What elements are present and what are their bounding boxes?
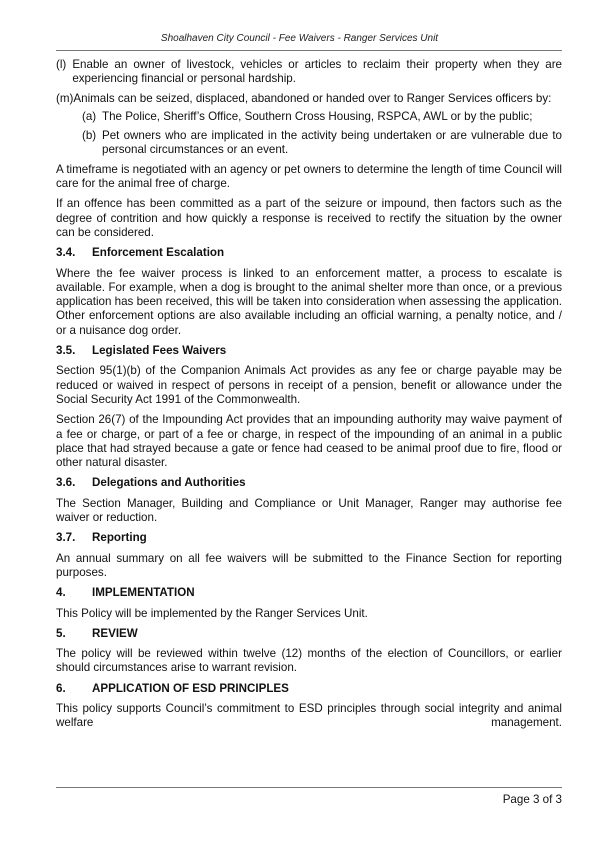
section-body: Section 95(1)(b) of the Companion Animals Act provides as any fee or charge payable may be reduced or waived in respect of persons in receipt of a pension, benefit or allowance under the Social Security Act 1991 of the Commonwealth. [56, 364, 562, 406]
page-header: Shoalhaven City Council - Fee Waivers - Ranger Services Unit [160, 33, 439, 44]
section-body: Where the fee waiver process is linked to an enforcement matter, a process to escalate is available. For example, when a dog is brought to the animal shelter more than once, or a previous application has been received, this will be taken into consideration when assessing the application. Other enforcement options are also available including an official warning, a penalty notice, and / or a nuisance dog order. [56, 266, 562, 337]
section-heading-6 [56, 682, 562, 696]
section-body: The policy will be reviewed within twelve (12) months of the election of Councillors, or earlier should circumstances arise to warrant revision. [56, 647, 562, 675]
list-text: Enable an owner of livestock, vehicles or articles to reclaim their property when they are experiencing financial or personal hardship. [72, 58, 562, 86]
paragraph-offence: If an offence has been committed as a part of the seizure or impound, then factors such as the degree of contrition and how quickly a response is received to rectify the situation by the owner can be considered. [56, 197, 562, 239]
section-body: The Section Manager, Building and Compliance or Unit Manager, Ranger may authorise fee waiver or reduction. [56, 496, 562, 525]
section-number: 3.7. [56, 531, 76, 545]
sub-item-a [82, 110, 562, 124]
section-title: IMPLEMENTATION [92, 586, 195, 600]
header-divider [56, 50, 562, 51]
sub-item-b [82, 129, 562, 158]
section-title: Legislated Fees Waivers [92, 344, 227, 358]
section-body: This Policy will be implemented by the Ranger Services Unit. [56, 606, 368, 620]
sub-text: Pet owners who are implicated in the activity being undertaken or are vulnerable due to personal circumstances or an event. [102, 129, 562, 157]
list-item-m [56, 92, 562, 106]
section-body: An annual summary on all fee waivers will be submitted to the Finance Section for reporting purposes. [56, 551, 562, 579]
list-label: (l) [56, 58, 67, 71]
paragraph-timeframe: A timeframe is negotiated with an agency or pet owners to determine the length of time Council will care for the animal free of charge. [56, 162, 562, 191]
section-heading-3-7 [56, 531, 562, 545]
section-number: 3.4. [56, 246, 76, 260]
list-item-l [56, 58, 562, 87]
list-label: (m) [56, 91, 74, 105]
section-title: REVIEW [92, 626, 138, 640]
section-number: 3.5. [56, 344, 76, 358]
section-number: 5. [56, 626, 66, 640]
section-heading-3-4 [56, 246, 562, 260]
footer-divider [56, 787, 562, 788]
sub-text: The Police, Sheriff’s Office, Southern Cross Housing, RSPCA, AWL or by the public; [102, 109, 533, 123]
section-title: Enforcement Escalation [92, 246, 225, 260]
section-number: 4. [56, 586, 66, 600]
document-body [56, 58, 562, 737]
sub-label: (a) [82, 109, 97, 123]
section-number: 6. [56, 681, 66, 695]
section-body: This policy supports Council’s commitment to ESD principles through social integrity and animal welfare management. [56, 701, 562, 730]
section-title: Reporting [92, 531, 147, 545]
section-body: Section 26(7) of the Impounding Act provides that an impounding authority may waive payment of a fee or charge, or part of a fee or charge, in respect of the impounding of an animal in a public place that had strayed because a gate or fence had ceased to be animal proof due to fire, flood or other natural disaster. [56, 413, 562, 470]
section-heading-3-5 [56, 344, 562, 358]
section-heading-4 [56, 586, 562, 600]
section-title: APPLICATION OF ESD PRINCIPLES [92, 681, 289, 695]
list-text: Animals can be seized, displaced, abandoned or handed over to Ranger Services officers by: [73, 91, 552, 105]
section-heading-5 [56, 627, 562, 641]
page-number: Page 3 of 3 [502, 793, 562, 806]
section-title: Delegations and Authorities [92, 476, 246, 490]
sub-label: (b) [82, 129, 97, 143]
section-heading-3-6 [56, 476, 562, 490]
section-number: 3.6. [56, 476, 76, 490]
